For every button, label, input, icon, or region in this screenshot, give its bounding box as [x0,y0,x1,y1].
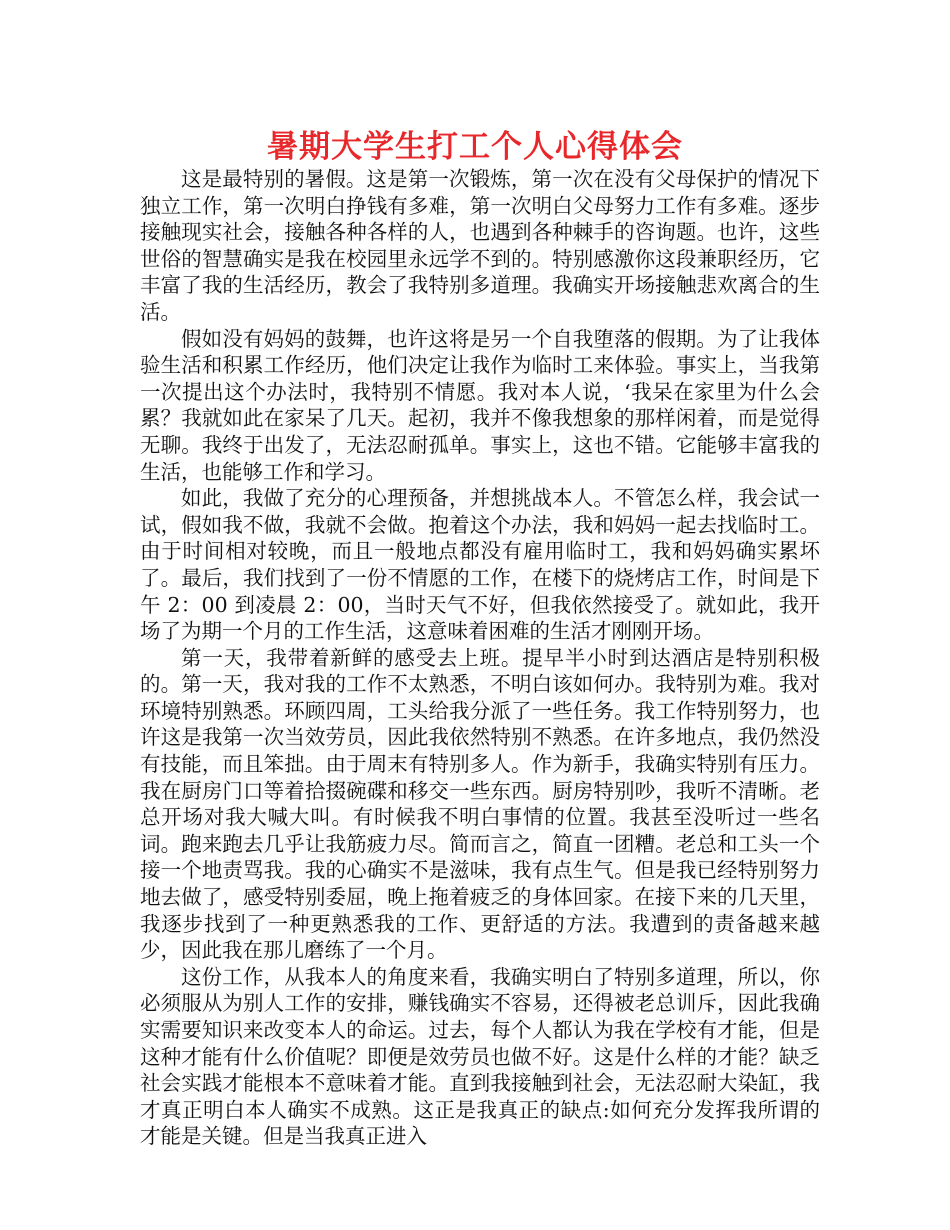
paragraph-1: 这是最特别的暑假。这是第一次锻炼，第一次在没有父母保护的情况下独立工作，第一次明白挣钱有多难，第一次明白父母努力工作有多难。逐步接触现实社会，接触各种各样的人，也遇到各种棘手的咨询题。也许，这些世俗的智慧确实是我在校园里永远学不到的。特别感激你这段兼职经历，它丰富了我的生活经历，教会了我特别多道理。我确实开场接触悲欢离合的生活。 [140,167,820,324]
paragraph-2: 假如没有妈妈的鼓舞，也许这将是另一个自我堕落的假期。为了让我体验生活和积累工作经历，他们决定让我作为临时工来体验。事实上，当我第一次提出这个办法时，我特别不情愿。我对本人说，‘我呆在家里为什么会累？我就如此在家呆了几天。起初，我并不像我想象的那样闲着，而是觉得无聊。我终于出发了，无法忍耐孤单。事实上，这也不错。它能够丰富我的生活，也能够工作和学习。 [140,326,820,484]
paragraph-5: 这份工作，从我本人的角度来看，我确实明白了特别多道理，所以，你必须服从为别人工作的安排，赚钱确实不容易，还得被老总训斥，因此我确实需要知识来改变本人的命运。过去，每个人都认为我在学校有才能，但是这种才能有什么价值呢？即便是效劳员也做不好。这是什么样的才能？缺乏社会实践才能根本不意味着才能。直到我接触到社会，无法忍耐大染缸，我才真正明白本人确实不成熟。这正是我真正的缺点:如何充分发挥我所谓的才能是关键。但是当我真正进入 [140,964,820,1149]
document-title: 暑期大学生打工个人心得体会 [267,129,683,165]
paragraph-4: 第一天，我带着新鲜的感受去上班。提早半小时到达酒店是特别积极的。第一天，我对我的工作不太熟悉，不明白该如何办。我特别为难。我对环境特别熟悉。环顾四周，工头给我分派了一些任务。我工作特别努力，也许这是我第一次当效劳员，因此我依然特别不熟悉。在许多地点，我仍然没有技能，而且笨拙。由于周末有特别多人。作为新手，我确实特别有压力。我在厨房门口等着拾掇碗碟和移交一些东西。厨房特别吵，我听不清晰。老总开场对我大喊大叫。有时候我不明白事情的位置。我甚至没听过一些名词。跑来跑去几乎让我筋疲力尽。简而言之，简直一团糟。老总和工头一个接一个地责骂我。我的心确实不是滋味，我有点生气。但是我已经特别努力地去做了，感受特别委屈，晚上拖着疲乏的身体回家。在接下来的几天里，我逐步找到了一种更熟悉我的工作、更舒适的方法。我遭到的责备越来越少，因此我在那儿磨练了一个月。 [140,645,820,963]
paragraph-3: 如此，我做了充分的心理预备，并想挑战本人。不管怎么样，我会试一试，假如我不做，我就不会做。抱着这个办法，我和妈妈一起去找临时工。由于时间相对较晚，而且一般地点都没有雇用临时工，我和妈妈确实累坏了。最后，我们找到了一份不情愿的工作，在楼下的烧烤店工作，时间是下午 2：00 到凌晨 2：00，当时天气不好，但我依然接受了。就如此，我开场了为期一个月的工作生活，这意味着困难的生活才刚刚开场。 [140,486,820,644]
document-body [140,166,820,1150]
